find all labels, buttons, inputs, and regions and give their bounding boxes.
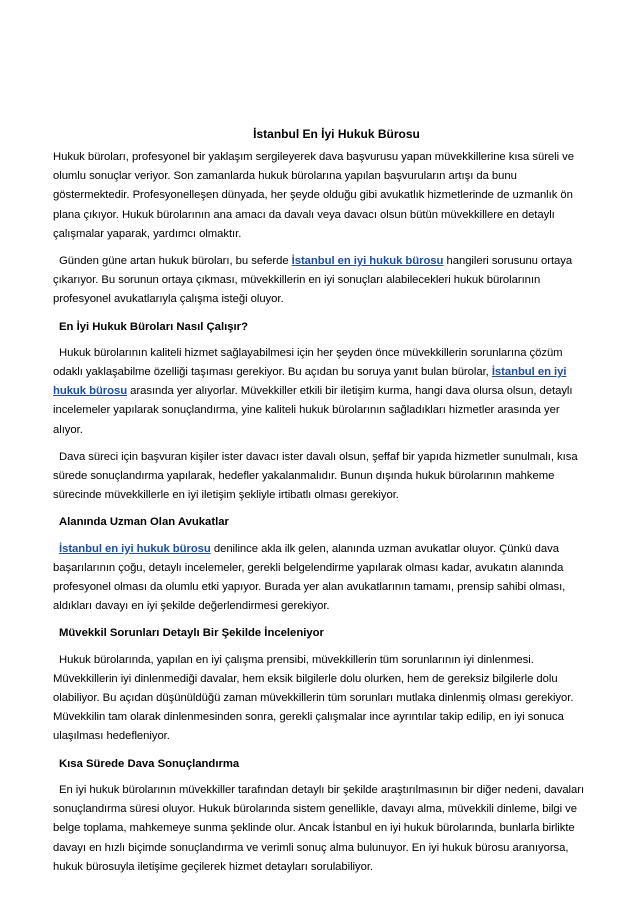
paragraph-fifth [53, 540, 592, 617]
section-heading-how-it-works: En İyi Hukuk Büroları Nasıl Çalışır? [59, 320, 248, 333]
document-title: İstanbul En İyi Hukuk Bürosu [253, 127, 420, 141]
paragraph-text: Hukuk bürolarının kaliteli hizmet sağlayabilmesi için her şeyden önce müvekkillerin sorunlarına çözüm odaklı yaklaşabilme özelliği taşıması gerekiyor. Bu açıdan bu soruya yanıt bulan bürolar, [53, 346, 563, 379]
paragraph-fourth: Dava süreci için başvuran kişiler ister davacı ister davalı olsun, şeffaf bir yapıda hizmetler sunulmalı, kısa sürede sonuçlandırma yapılarak, hedefler yakalanmalıdır. Bunun dışında hukuk bürolarının mahkeme sürecinde müvekkillerle en iyi iletişim şekliyle irtibatlı olması gerekiyor. [53, 450, 578, 502]
keyword-link[interactable]: İstanbul en iyi hukuk bürosu [53, 366, 567, 398]
paragraph-sixth: Hukuk bürolarında, yapılan en iyi çalışma prensibi, müvekkillerin tüm sorunlarının iyi dinlenmesi. Müvekkillerin iyi dinlenmediği davalar, hem eksik bilgilerle dolu olurken, hem de gereksiz bilgilerle dolu olabiliyor. Bu açıdan düşünüldüğü zaman müvekkillerin tüm sorunları mutlaka dinlenmiş olması gerekiyor. Müvekkilin tam olarak dinlenmesinden sonra, gerekli çalışmalar ince ayrıntılar takip edilip, en iyi sonuca ulaşılması hedefleniyor. [53, 653, 574, 743]
paragraph-second [53, 252, 592, 310]
paragraph-seventh: En iyi hukuk bürolarının müvekkiller tarafından detaylı bir şekilde araştırılmasının bir diğer nedeni, davaları sonuçlandırma süresi oluyor. Hukuk bürolarında sistem genellikle, davayı alma, müvekkili dinleme, bilgi ve belge toplama, mahkemeye sunma şeklinde olur. Ancak İstanbul en iyi hukuk bürolarında, bunlarla birlikte davayı en hızlı biçimde sonuçlandırma ve verimli sonuç alma bulunuyor. En iyi hukuk bürosu aranıyorsa, hukuk bürosuyla iletişime geçilerek hizmet detayları sorulabiliyor. [53, 783, 585, 873]
paragraph-intro: Hukuk büroları, profesyonel bir yaklaşım sergileyerek dava başvurusu yapan müvekkillerine kısa süreli ve olumlu sonuçlar veriyor. Son zamanlarda hukuk bürolarına yapılan başvuruların artışı da bunu göstermektedir. Profesyonelleşen dünyada, her şeyde olduğu gibi avukatlık hizmetlerinde de uzmanlık ön plana çıkıyor. Hukuk bürolarının ana amacı da davalı veya davacı olsun bütün müvekkillere en detaylı çalışmalar yaparak, yardımcı olmaktır. [53, 151, 574, 240]
paragraph-text: denilince akla ilk gelen, alanında uzman avukatlar oluyor. Çünkü dava başarılarının çoğu, detaylı incelemeler, gerekli belgelendirme yapılarak olması kadar, avukatın alanında profesyonel olması da olumlu etki yapıyor. Burada yer alan avukatlarının tamamı, prensip sahibi olması, aldıkları davayı en iyi şekilde değerlendirmesi gerekiyor. [53, 542, 566, 613]
paragraph-text: Günden güne artan hukuk büroları, bu seferde [59, 255, 292, 268]
paragraph-text: arasında yer alıyorlar. Müvekkiller etkili bir iletişim kurma, hangi dava olursa olsun, detaylı incelemeler yapılarak sonuçlandırma, yine kaliteli hukuk bürolarının sağladıkları hizmetler arasında yer alıyor. [53, 385, 573, 436]
section-heading-fast-resolution: Kısa Sürede Dava Sonuçlandırma [59, 757, 240, 770]
section-heading-client-issues: Müvekkil Sorunları Detaylı Bir Şekilde İnceleniyor [59, 627, 324, 640]
paragraph-third [53, 344, 592, 440]
keyword-link[interactable]: İstanbul en iyi hukuk bürosu [59, 542, 211, 555]
paragraph-text: hangileri sorusunu ortaya çıkarıyor. Bu sorunun ortaya çıkması, müvekkillerin en iyi sonuçları alabilecekleri hukuk bürolarının profesyonel avukatlarıyla çalışma isteği oluyor. [53, 255, 573, 306]
section-heading-expert-lawyers: Alanında Uzman Olan Avukatlar [59, 516, 229, 529]
keyword-link[interactable]: İstanbul en iyi hukuk bürosu [291, 255, 444, 268]
